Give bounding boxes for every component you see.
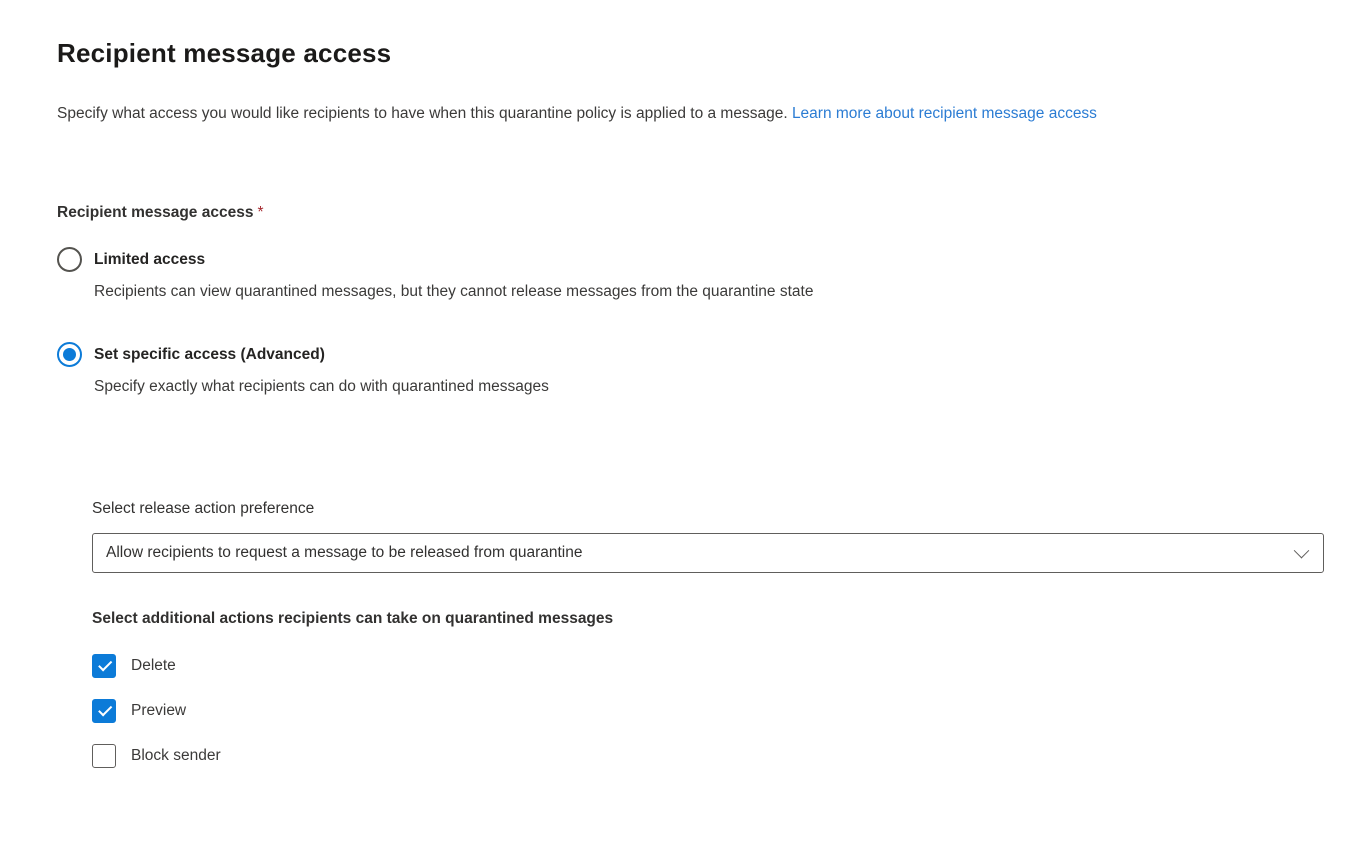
checkmark-icon [98, 657, 112, 671]
delete-checkbox[interactable] [92, 654, 116, 678]
recipient-message-access-field-label [57, 204, 1320, 222]
set-specific-access-radio-icon[interactable] [57, 342, 82, 367]
checkmark-icon [98, 702, 112, 716]
page-title: Recipient message access [57, 38, 392, 68]
advanced-options-section [92, 500, 1320, 768]
preview-checkbox[interactable] [92, 699, 116, 723]
limited-access-description: Recipients can view quarantined messages, but they cannot release messages from the quarantine state [94, 283, 814, 300]
set-specific-access-label: Set specific access (Advanced) [94, 346, 325, 363]
additional-actions-label: Select additional actions recipients can take on quarantined messages [92, 610, 614, 627]
delete-checkbox-label: Delete [131, 657, 176, 674]
checkbox-row-preview[interactable] [92, 699, 1320, 723]
description-text: Specify what access you would like recipients to have when this quarantine policy is applied to a message. [57, 105, 792, 122]
block-sender-checkbox[interactable] [92, 744, 116, 768]
radio-option-limited-access[interactable] [57, 247, 1320, 306]
checkbox-row-delete[interactable] [92, 654, 1320, 678]
radio-option-set-specific-access[interactable] [57, 342, 1320, 401]
release-action-dropdown[interactable] [92, 533, 1324, 573]
limited-access-label: Limited access [94, 251, 206, 268]
limited-access-radio-icon[interactable] [57, 247, 82, 272]
block-sender-checkbox-label: Block sender [131, 747, 221, 764]
radio-selected-dot-icon [63, 348, 76, 361]
release-action-selected-value: Allow recipients to request a message to be released from quarantine [106, 544, 583, 561]
release-action-label: Select release action preference [92, 500, 315, 517]
checkbox-row-block-sender[interactable] [92, 744, 1320, 768]
field-label-text: Recipient message access [57, 204, 254, 221]
required-asterisk: * [257, 204, 264, 221]
set-specific-access-description: Specify exactly what recipients can do with quarantined messages [94, 378, 549, 395]
preview-checkbox-label: Preview [131, 702, 187, 719]
page-description [57, 99, 1320, 128]
learn-more-link[interactable]: Learn more about recipient message access [791, 105, 1097, 122]
chevron-down-icon [1294, 542, 1310, 558]
